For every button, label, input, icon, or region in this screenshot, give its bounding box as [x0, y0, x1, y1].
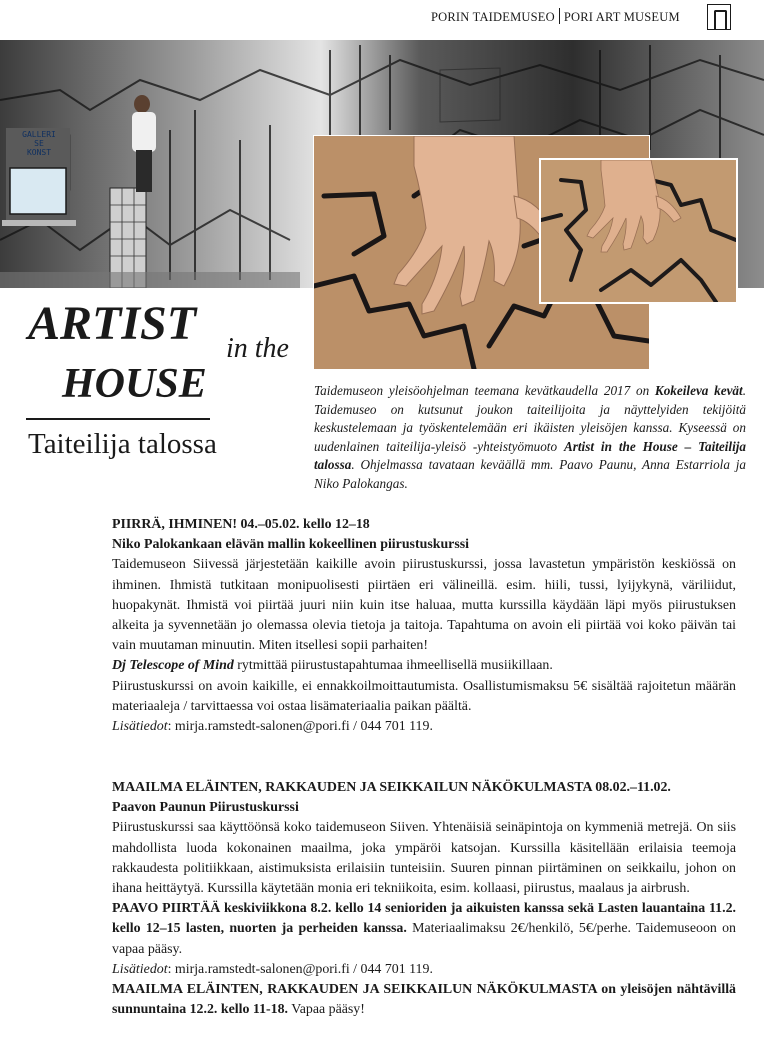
- title-artist: ARTIST: [28, 297, 197, 350]
- gallery-sign-line2: SE: [34, 139, 44, 148]
- section2-material-text: Materiaalimaksu 2€/henkilö, 5€/perhe. Taidemuseoon on vapaa pääsy.: [112, 921, 737, 957]
- section1-paragraph1: Taidemuseon Siivessä järjestetään kaikille avoin piirustuskurssi, jossa lavastetun ympäristön keskiössä on ihminen. Ihmistä tutkitaan monipuolisesti piirtäen eri välineillä. esim. hiili, tussi, lyijykynä, väriliidut, huopakynät. Ihmistä voi piirtää juuri niin kuin itse haluaa, mutta kurssilla käydään läpi myös piirustuksen alkeita ja syvennetään jo olemassa olevia tietoja ja taitoja. Tapahtuma on avoin eli piirtää voi koko päivän tai vain muutaman minuutin. Miten itsellesi sopii parhaiten!: [112, 557, 736, 654]
- gallery-sign-line3: KONST: [26, 148, 52, 157]
- pori-art-museum-logo-icon: [707, 4, 731, 30]
- section1-heading: PIIRRÄ, IHMINEN! 04.–05.02. kello 12–18: [112, 517, 370, 532]
- museum-name-fi: PORIN TAIDEMUSEO: [431, 10, 555, 24]
- intro-kokeileva-kevat: Kokeileva kevät: [654, 383, 743, 398]
- section2-closing-bold: MAAILMA ELÄINTEN, RAKKAUDEN JA SEIKKAILUN NÄKÖKULMASTA on yleisöjen nähtävillä sunnuntaina 12.2. kello 11-18.: [112, 982, 736, 1018]
- section1-paragraph2: Piirustuskurssi on avoin kaikille, ei ennakkoilmoittautumista. Osallistumismaksu 5€ sisältää rajoitetun määrän materiaaleja / tarvittaessa voi ostaa lisämateriaalia paikan päältä.: [112, 678, 736, 714]
- section2-info: [112, 960, 736, 980]
- intro-text-1: Taidemuseon yleisöohjelman teemana kevätkaudella 2017 on: [314, 383, 655, 398]
- hand-drawing-photo-small: [539, 158, 738, 304]
- intro-text-3: . Ohjelmassa tavataan keväällä mm. Paavo Paunu, Anna Estarriola ja Niko Palokangas.: [314, 457, 746, 491]
- title-house: HOUSE: [62, 361, 207, 407]
- intro-artist-in-the-house: Artist in the House – Taiteilija talossa: [314, 438, 746, 472]
- gallery-sign-line1: GALLERI: [22, 130, 56, 139]
- section2-info-label: Lisätiedot: [112, 961, 168, 977]
- hand-drawing-image-small: [541, 160, 736, 302]
- intro-paragraph: [314, 382, 746, 493]
- dj-text: rytmittää piirustustapahtumaa ihmeellisellä musiikillaan.: [233, 658, 553, 674]
- section2-schedule: [112, 899, 736, 960]
- section2-subheading: Paavon Paunun Piirustuskurssi: [112, 800, 299, 816]
- section1-subheading: Niko Palokankaan elävän mallin kokeellinen piirustuskurssi: [112, 537, 470, 553]
- section1-info-text: : mirja.ramstedt-salonen@pori.fi / 044 701 119.: [167, 719, 433, 735]
- section2-paragraph1: Piirustuskurssi saa käyttöönsä koko taidemuseon Siiven. Yhtenäisiä seinäpintoja on kymmeniä metrejä. On siis mahdollista luoda kokonainen maailma, joka ympäröi katsojan. Kurssilla käsitellään erilaisia teemoja rakkaudesta politiikkaan, aistimuksista erilaisiin tunteisiin. Suuren pinnan piirtäminen on seikkailu, johon on ihana heittäytyä. Kurssilla käytetään monia eri tekniikoita, esim. kollaasi, piirustus, maalaus ja airbrush.: [112, 820, 736, 897]
- section-piirra-ihminen: [112, 515, 736, 737]
- header-divider: [559, 8, 560, 24]
- intro-text-2: . Taidemuseo on kutsunut joukon taiteilijoita ja näyttelyiden tekijöitä keskustelemaan ja työskentelemään eri ikäisten yleisöjen kanssa. Kyseessä on uudenlainen taiteilija-yleisö -yhteistyömuoto: [314, 383, 746, 454]
- section2-closing: [112, 980, 736, 1020]
- section2-heading: MAAILMA ELÄINTEN, RAKKAUDEN JA SEIKKAILUN NÄKÖKULMASTA 08.02.–11.02.: [112, 780, 671, 795]
- section2-schedule-bold: PAAVO PIIRTÄÄ keskiviikkona 8.2. kello 14 senioriden ja aikuisten kanssa sekä Lasten lauantaina 11.2. kello 12–15 lasten, nuorten ja perheiden kanssa.: [112, 901, 736, 937]
- section2-closing-text: Vapaa pääsy!: [288, 1002, 365, 1018]
- section1-info-label: Lisätiedot: [112, 719, 168, 735]
- title-divider: [26, 418, 210, 420]
- subtitle: Taiteilija talossa: [28, 428, 217, 460]
- museum-name-header: [431, 6, 706, 28]
- gallery-sign: [14, 130, 64, 157]
- section1-dj-line: [112, 656, 736, 676]
- section-maailma: [112, 778, 736, 1020]
- museum-name-en: PORI ART MUSEUM: [563, 10, 680, 24]
- title-in-the: in the: [226, 333, 289, 364]
- dj-name: Dj Telescope of Mind: [112, 658, 234, 674]
- section1-info: [112, 717, 736, 737]
- section2-info-text: : mirja.ramstedt-salonen@pori.fi / 044 701 119.: [167, 961, 433, 977]
